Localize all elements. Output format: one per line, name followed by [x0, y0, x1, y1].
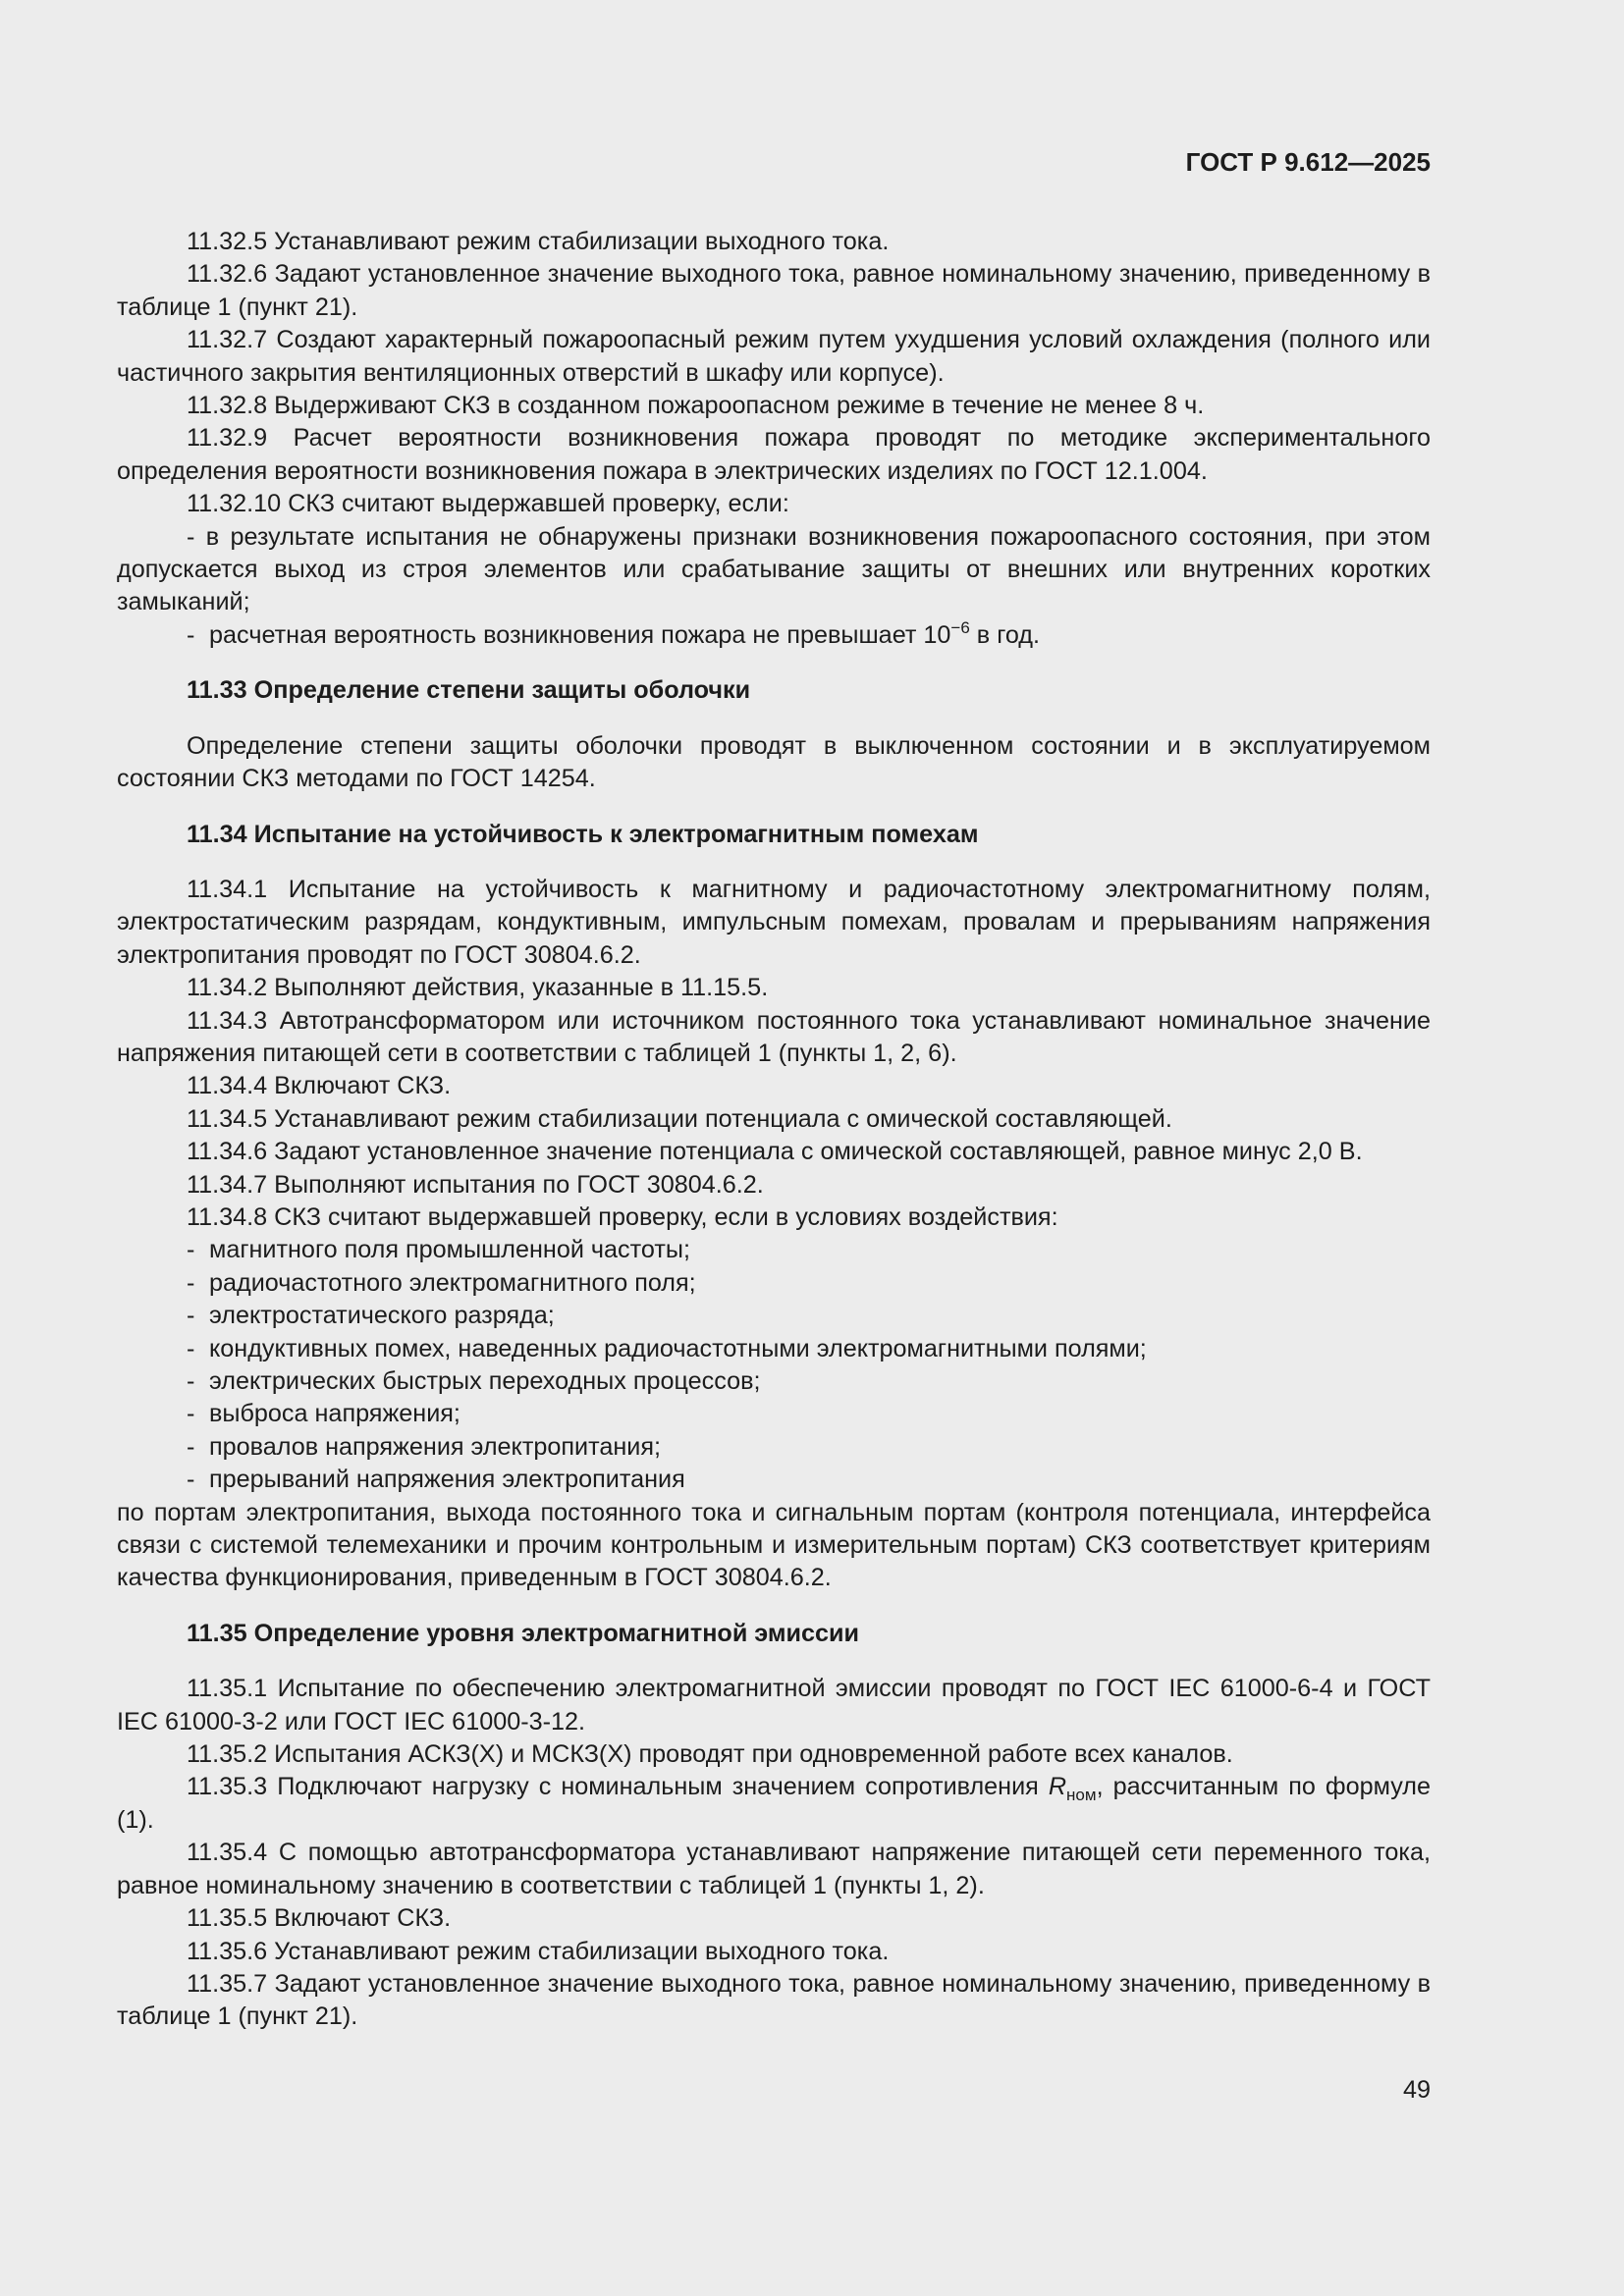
list-item [117, 1398, 1431, 1430]
document-page [117, 145, 1431, 2034]
paragraph-11-35-7: 11.35.7 Задают установленное значение выходного тока, равное номинальному значению, приведенному в таблице 1 (пункт 21). [117, 1969, 1431, 2031]
list-dash: - [187, 1466, 195, 1494]
list-item [117, 1267, 1431, 1300]
probability-exponent: −6 [950, 617, 970, 637]
paragraph-11-34-3: 11.34.3 Автотрансформатором или источником постоянного тока устанавливают номинальное значение напряжения питающей сети в соответствии с таблицей 1 (пункты 1, 2, 6). [117, 1006, 1431, 1067]
paragraph-11-34-6: 11.34.6 Задают установленное значение потенциала с омической составляющей, равное минус 2,0 В. [187, 1138, 1363, 1166]
list-item-text: провалов напряжения электропитания; [209, 1432, 661, 1461]
list-item-fire-probability [117, 619, 1431, 652]
paragraph-11-33: Определение степени защиты оболочки проводят в выключенном состоянии и в эксплуатируемом состоянии СКЗ методами по ГОСТ 14254. [117, 731, 1431, 793]
paragraph-11-32-10: 11.32.10 СКЗ считают выдержавшей проверку, если: [187, 490, 789, 518]
paragraph-11-34-1: 11.34.1 Испытание на устойчивость к магнитному и радиочастотному электромагнитному полям, электростатическим разрядам, кондуктивным, импульсным помехам, провалам и прерываниям напряжения электропитания проводят по ГОСТ 30804.6.2. [117, 875, 1431, 969]
list-item [117, 1333, 1431, 1365]
paragraph-11-32-8: 11.32.8 Выдерживают СКЗ в созданном пожароопасном режиме в течение не менее 8 ч. [187, 392, 1205, 420]
list-dash: - [187, 1400, 195, 1428]
list-item [117, 1234, 1431, 1266]
paragraph-11-35-3 [117, 1771, 1431, 1837]
paragraph-11-32-5: 11.32.5 Устанавливают режим стабилизации выходного тока. [187, 228, 890, 255]
probability-text: расчетная вероятность возникновения пожара не превышает 10 [209, 620, 951, 649]
document-code-header: ГОСТ Р 9.612—2025 [1185, 147, 1431, 177]
paragraph-11-34-4: 11.34.4 Включают СКЗ. [187, 1072, 452, 1100]
list-dash: - [187, 1367, 195, 1395]
paragraph-11-35-4: 11.35.4 С помощью автотрансформатора устанавливают напряжение питающей сети переменного тока, равное номинальному значению в соответствии с таблицей 1 (пункты 1, 2). [117, 1839, 1431, 1899]
list-item [117, 1464, 1431, 1496]
list-dash: - [187, 1432, 195, 1461]
list-item-text: выброса напряжения; [209, 1400, 460, 1428]
list-item-text: магнитного поля промышленной частоты; [209, 1236, 690, 1264]
paragraph-11-34-7: 11.34.7 Выполняют испытания по ГОСТ 30804.6.2. [187, 1170, 764, 1199]
list-item-text: прерываний напряжения электропитания [209, 1466, 685, 1494]
paragraph-11-34-5: 11.34.5 Устанавливают режим стабилизации потенциала с омической составляющей. [187, 1104, 1172, 1133]
list-dash: - [187, 1236, 195, 1264]
page-number: 49 [1402, 2076, 1431, 2104]
paragraph-text: 11.35.3 Подключают нагрузку с номинальным значением сопротивления [187, 1773, 1049, 1801]
paragraph-11-35-6: 11.35.6 Устанавливают режим стабилизации выходного тока. [187, 1937, 890, 1965]
list-item [117, 1431, 1431, 1464]
paragraph-text-end: , рассчитанным по формуле (1). [117, 1773, 1431, 1834]
resistance-symbol: R [1048, 1773, 1067, 1801]
list-dash: - [187, 620, 195, 649]
interference-list [117, 1234, 1431, 1496]
list-item-text: электрических быстрых переходных процессов; [209, 1367, 761, 1395]
list-item-fire-signs: - в результате испытания не обнаружены признаки возникновения пожароопасного состояния, при этом допускается выход из строя элементов или срабатывание защиты от внешних или внутренних коротких замыканий; [117, 522, 1431, 616]
paragraph-11-35-1: 11.35.1 Испытание по обеспечению электромагнитной эмиссии проводят по ГОСТ IEC 61000-6-4 и ГОСТ IEC 61000-3-2 или ГОСТ IEC 61000-3-12. [117, 1675, 1431, 1735]
list-dash: - [187, 1302, 195, 1330]
probability-text-end: в год. [969, 620, 1040, 649]
list-item [117, 1365, 1431, 1398]
list-item-text: радиочастотного электромагнитного поля; [209, 1268, 696, 1297]
section-heading-11-33: 11.33 Определение степени защиты оболочки [187, 676, 751, 705]
paragraph-11-32-9: 11.32.9 Расчет вероятности возникновения пожара проводят по методике экспериментального определения вероятности возникновения пожара в электрических изделиях по ГОСТ 12.1.004. [117, 424, 1431, 485]
paragraph-11-32-6: 11.32.6 Задают установленное значение выходного тока, равное номинальному значению, приведенному в таблице 1 (пункт 21). [117, 260, 1431, 321]
paragraph-11-34-2: 11.34.2 Выполняют действия, указанные в 11.15.5. [187, 974, 769, 1002]
list-dash: - [187, 1334, 195, 1362]
paragraph-11-35-5: 11.35.5 Включают СКЗ. [187, 1904, 452, 1933]
list-dash: - [187, 1268, 195, 1297]
paragraph-11-34-8-continuation: по портам электропитания, выхода постоянного тока и сигнальным портам (контроля потенциала, интерфейса связи с системой телемеханики и прочим контрольным и измерительным портам) СКЗ соответствует критериям качества функционирования, приведенным в ГОСТ 30804.6.2. [117, 1498, 1431, 1592]
paragraph-11-32-7: 11.32.7 Создают характерный пожароопасный режим путем ухудшения условий охлаждения (полного или частичного закрытия вентиляционных отверстий в шкафу или корпусе). [117, 326, 1431, 387]
resistance-subscript: ном [1066, 1786, 1097, 1805]
list-item-text: кондуктивных помех, наведенных радиочастотными электромагнитными полями; [209, 1334, 1147, 1362]
section-heading-11-35: 11.35 Определение уровня электромагнитной эмиссии [187, 1619, 859, 1647]
list-item-text: электростатического разряда; [209, 1302, 555, 1330]
paragraph-11-34-8: 11.34.8 СКЗ считают выдержавшей проверку, если в условиях воздействия: [187, 1202, 1058, 1231]
section-heading-11-34: 11.34 Испытание на устойчивость к электромагнитным помехам [187, 820, 979, 848]
list-item [117, 1300, 1431, 1332]
paragraph-11-35-2: 11.35.2 Испытания АСКЗ(Х) и МСКЗ(Х) проводят при одновременной работе всех каналов. [187, 1740, 1233, 1769]
